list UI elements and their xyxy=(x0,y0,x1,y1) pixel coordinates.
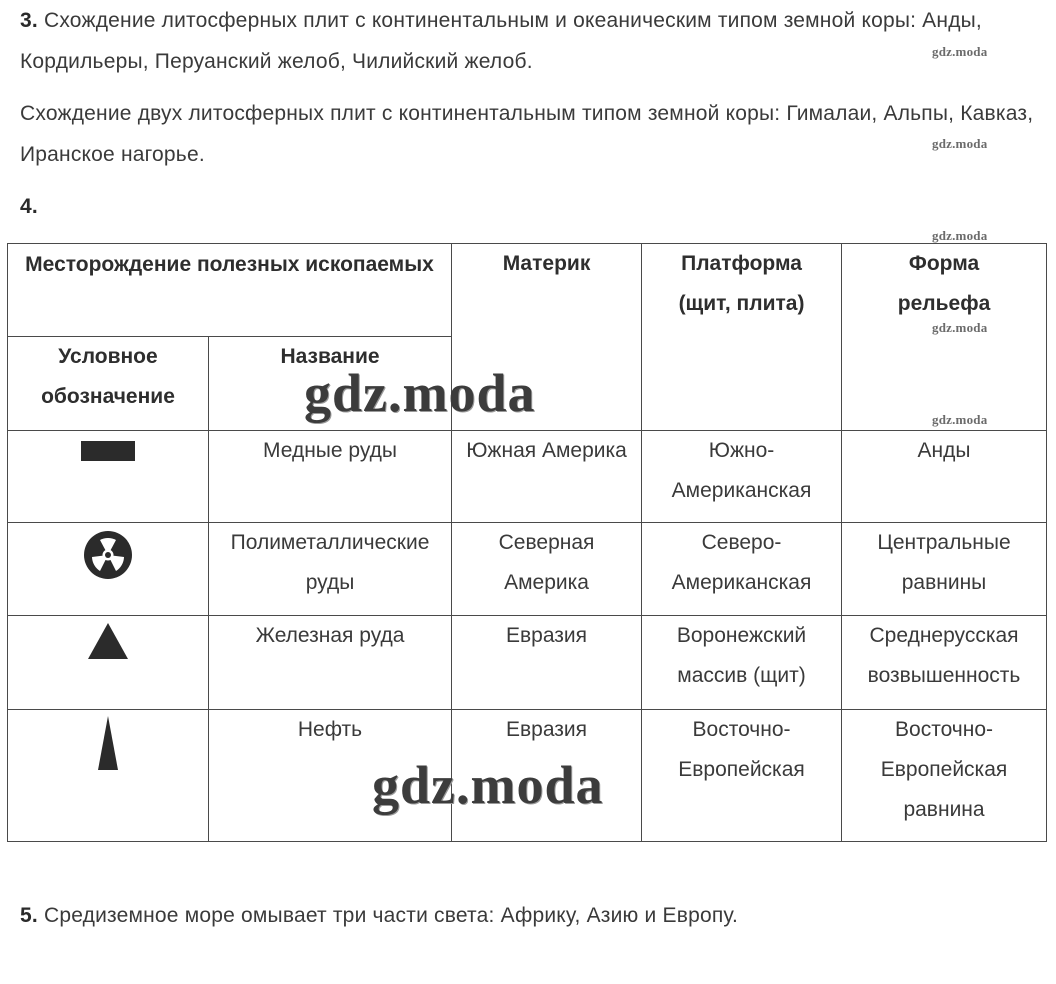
task3-number: 3. xyxy=(20,9,38,32)
name-cell: Железная руда xyxy=(209,616,452,710)
name-cell: Нефть xyxy=(209,710,452,842)
platform-cell: Восточно-Европейская xyxy=(642,710,842,842)
table-row xyxy=(8,523,1047,616)
symbol-cell xyxy=(8,523,209,616)
minerals-table xyxy=(7,243,1047,842)
header-name: Название xyxy=(209,337,452,431)
relief-cell: Анды xyxy=(842,431,1047,523)
platform-cell: Воронежский массив (щит) xyxy=(642,616,842,710)
continent-cell: Южная Америка xyxy=(452,431,642,523)
watermark-small: gdz.moda xyxy=(932,412,988,427)
task4-label xyxy=(20,186,1036,227)
task5-paragraph xyxy=(20,895,1036,936)
platform-cell: Южно-Американская xyxy=(642,431,842,523)
header-deposit: Месторождение полезных ископаемых xyxy=(8,244,452,337)
watermark-small: gdz.moda xyxy=(932,320,988,335)
watermark-large: gdz.moda xyxy=(304,363,536,423)
continent-cell: Евразия xyxy=(452,710,642,842)
task5-number: 5. xyxy=(20,904,38,927)
watermark-small: gdz.moda xyxy=(932,136,988,151)
task3-paragraph-1 xyxy=(20,0,1036,82)
table-row xyxy=(8,616,1047,710)
watermark-small: gdz.moda xyxy=(932,228,988,243)
watermark-large: gdz.moda xyxy=(372,755,604,815)
header-continent: Материк xyxy=(452,244,642,431)
table-row xyxy=(8,431,1047,523)
watermark-small: gdz.moda xyxy=(932,44,988,59)
relief-cell: Восточно-Европейская равнина xyxy=(842,710,1047,842)
oil-tall-triangle-icon xyxy=(93,714,123,774)
symbol-cell xyxy=(8,710,209,842)
polymetallic-ore-circle-icon xyxy=(80,527,136,583)
name-cell: Медные руды xyxy=(209,431,452,523)
relief-cell: Центральные равнины xyxy=(842,523,1047,616)
header-symbol: Условное обозначение xyxy=(8,337,209,431)
task5-text: Средиземное море омывает три части света: Африку, Азию и Европу. xyxy=(43,904,739,927)
task3-paragraph-2 xyxy=(20,93,1036,175)
copper-ore-rectangle-icon xyxy=(78,437,138,467)
header-relief: Форма рельефа xyxy=(842,244,1047,431)
header-platform: Платформа (щит, плита) xyxy=(642,244,842,431)
task3-text-2: Схождение двух литосферных плит с континентальным типом земной коры: Гималаи, Альпы, Кавказ, Иранское нагорье. xyxy=(20,102,1034,166)
name-cell: Полиметаллические руды xyxy=(209,523,452,616)
continent-cell: Северная Америка xyxy=(452,523,642,616)
task3-text-1: Схождение литосферных плит с континентальным и океаническим типом земной коры: Анды, Кордильеры, Перуанский желоб, Чилийский желоб. xyxy=(20,9,982,73)
continent-cell: Евразия xyxy=(452,616,642,710)
iron-ore-triangle-icon xyxy=(83,619,133,667)
platform-cell: Северо-Американская xyxy=(642,523,842,616)
task4-number: 4. xyxy=(20,195,38,218)
symbol-cell xyxy=(8,616,209,710)
symbol-cell xyxy=(8,431,209,523)
relief-cell: Среднерусская возвышенность xyxy=(842,616,1047,710)
